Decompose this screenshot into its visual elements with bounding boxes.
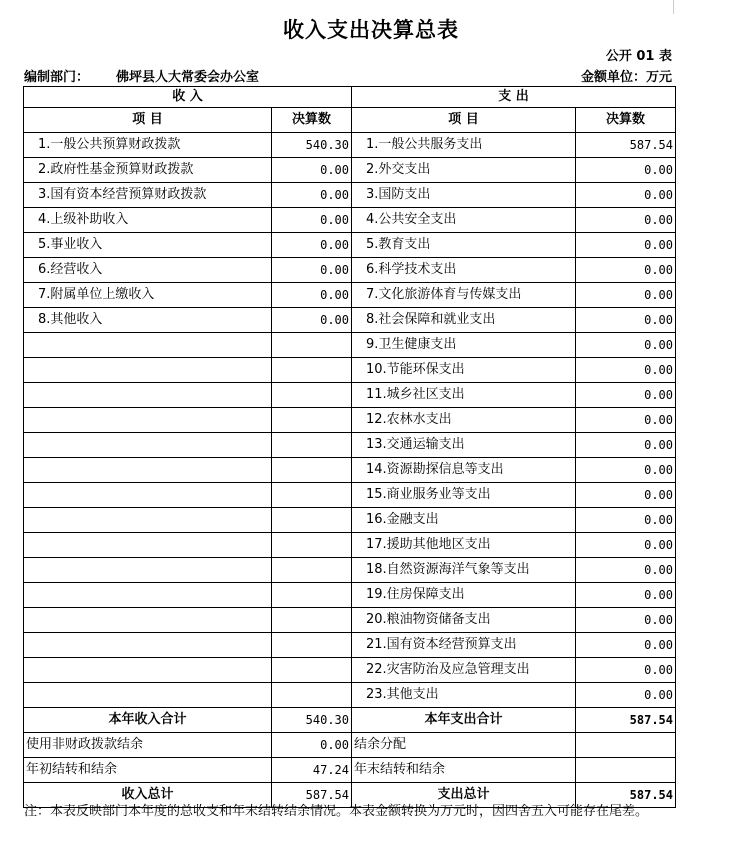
table-row — [24, 533, 676, 558]
summary-table — [23, 86, 676, 808]
expense-item-label: 15.商业服务业等支出 — [352, 483, 576, 508]
expense-item-label: 14.资源勘探信息等支出 — [352, 458, 576, 483]
table-row — [24, 333, 676, 358]
expense-item-label: 21.国有资本经营预算支出 — [352, 633, 576, 658]
expense-total-label: 本年支出合计 — [352, 708, 576, 733]
table-row — [24, 483, 676, 508]
expense-item-label: 1.一般公共服务支出 — [352, 133, 576, 158]
grand-income-label: 收入总计 — [24, 783, 272, 808]
footnote: 注：本表反映部门本年度的总收支和年末结转结余情况。本表金额转换为万元时，因四舍五入可能存在尾差。 — [24, 804, 649, 819]
table-row — [24, 558, 676, 583]
income-item-value: 540.30 — [272, 133, 352, 158]
expense-item-value: 0.00 — [576, 683, 676, 708]
income-item-label — [24, 408, 272, 433]
income-item-label — [24, 383, 272, 408]
expense-item-value: 0.00 — [576, 308, 676, 333]
nonfiscal-label: 使用非财政拨款结余 — [24, 733, 272, 758]
expense-item-label: 23.其他支出 — [352, 683, 576, 708]
income-item-label — [24, 558, 272, 583]
income-item-label: 2.政府性基金预算财政拨款 — [24, 158, 272, 183]
table-row — [24, 408, 676, 433]
table-row — [24, 358, 676, 383]
table-row — [24, 308, 676, 333]
income-item-label — [24, 508, 272, 533]
expense-item-value: 0.00 — [576, 208, 676, 233]
income-item-label: 1.一般公共预算财政拨款 — [24, 133, 272, 158]
income-item-value — [272, 483, 352, 508]
table-row — [24, 583, 676, 608]
begin-balance-label: 年初结转和结余 — [24, 758, 272, 783]
expense-item-value: 0.00 — [576, 533, 676, 558]
surplus-dist-value — [576, 733, 676, 758]
surplus-dist-label: 结余分配 — [352, 733, 576, 758]
income-item-label — [24, 683, 272, 708]
income-item-value — [272, 408, 352, 433]
income-item-value — [272, 658, 352, 683]
income-total-value: 540.30 — [272, 708, 352, 733]
grand-expense-label: 支出总计 — [352, 783, 576, 808]
expense-item-label: 3.国防支出 — [352, 183, 576, 208]
expense-item-label: 5.教育支出 — [352, 233, 576, 258]
expense-item-label: 19.住房保障支出 — [352, 583, 576, 608]
table-row — [24, 658, 676, 683]
table-row — [24, 133, 676, 158]
grand-income-value: 587.54 — [272, 783, 352, 808]
income-item-value — [272, 333, 352, 358]
expense-amount-header: 决算数 — [576, 108, 676, 133]
expense-item-value: 0.00 — [576, 258, 676, 283]
expense-item-value: 0.00 — [576, 183, 676, 208]
income-item-value: 0.00 — [272, 208, 352, 233]
expense-item-value: 0.00 — [576, 508, 676, 533]
income-item-value — [272, 458, 352, 483]
expense-item-label: 7.文化旅游体育与传媒支出 — [352, 283, 576, 308]
income-item-value: 0.00 — [272, 183, 352, 208]
page-edge-line — [673, 0, 674, 14]
income-item-value — [272, 683, 352, 708]
income-item-header: 项 目 — [24, 108, 272, 133]
income-item-value — [272, 533, 352, 558]
table-row — [24, 608, 676, 633]
income-item-label — [24, 358, 272, 383]
expense-item-label: 13.交通运输支出 — [352, 433, 576, 458]
expense-item-label: 4.公共安全支出 — [352, 208, 576, 233]
income-item-value — [272, 633, 352, 658]
table-row — [24, 383, 676, 408]
income-item-label — [24, 658, 272, 683]
expense-item-label: 11.城乡社区支出 — [352, 383, 576, 408]
expense-item-value: 0.00 — [576, 433, 676, 458]
expense-item-value: 0.00 — [576, 408, 676, 433]
income-item-value — [272, 358, 352, 383]
income-item-value — [272, 608, 352, 633]
income-item-label — [24, 333, 272, 358]
expense-item-value: 0.00 — [576, 333, 676, 358]
expense-item-value: 0.00 — [576, 608, 676, 633]
income-item-value: 0.00 — [272, 308, 352, 333]
begin-balance-value: 47.24 — [272, 758, 352, 783]
income-item-value — [272, 383, 352, 408]
end-balance-value — [576, 758, 676, 783]
income-item-label — [24, 483, 272, 508]
income-item-label — [24, 458, 272, 483]
expense-item-value: 587.54 — [576, 133, 676, 158]
page-title: 收入支出决算总表 — [283, 18, 459, 42]
expense-item-value: 0.00 — [576, 458, 676, 483]
expense-header: 支 出 — [352, 87, 676, 108]
end-balance-label: 年末结转和结余 — [352, 758, 576, 783]
income-item-label — [24, 533, 272, 558]
table-row — [24, 433, 676, 458]
income-item-value: 0.00 — [272, 258, 352, 283]
income-item-label: 3.国有资本经营预算财政拨款 — [24, 183, 272, 208]
nonfiscal-value: 0.00 — [272, 733, 352, 758]
income-item-label: 6.经营收入 — [24, 258, 272, 283]
table-row — [24, 458, 676, 483]
table-row — [24, 508, 676, 533]
expense-item-header: 项 目 — [352, 108, 576, 133]
income-item-value — [272, 433, 352, 458]
table-row — [24, 233, 676, 258]
income-amount-header: 决算数 — [272, 108, 352, 133]
expense-item-label: 22.灾害防治及应急管理支出 — [352, 658, 576, 683]
expense-item-label: 16.金融支出 — [352, 508, 576, 533]
expense-item-value: 0.00 — [576, 383, 676, 408]
expense-item-value: 0.00 — [576, 158, 676, 183]
expense-item-label: 17.援助其他地区支出 — [352, 533, 576, 558]
income-item-value: 0.00 — [272, 283, 352, 308]
expense-item-label: 18.自然资源海洋气象等支出 — [352, 558, 576, 583]
income-item-value — [272, 558, 352, 583]
expense-item-label: 8.社会保障和就业支出 — [352, 308, 576, 333]
expense-item-label: 10.节能环保支出 — [352, 358, 576, 383]
table-row — [24, 683, 676, 708]
income-item-label — [24, 608, 272, 633]
income-item-label: 8.其他收入 — [24, 308, 272, 333]
expense-total-value: 587.54 — [576, 708, 676, 733]
income-item-label: 7.附属单位上缴收入 — [24, 283, 272, 308]
table-row — [24, 158, 676, 183]
income-item-label — [24, 583, 272, 608]
table-row — [24, 183, 676, 208]
income-item-label — [24, 633, 272, 658]
form-code: 公开 01 表 — [605, 49, 672, 64]
expense-item-value: 0.00 — [576, 633, 676, 658]
table-row — [24, 208, 676, 233]
expense-item-value: 0.00 — [576, 358, 676, 383]
expense-item-label: 20.粮油物资储备支出 — [352, 608, 576, 633]
department-info — [24, 66, 259, 85]
expense-item-value: 0.00 — [576, 283, 676, 308]
expense-item-value: 0.00 — [576, 583, 676, 608]
expense-item-value: 0.00 — [576, 558, 676, 583]
table-row — [24, 283, 676, 308]
dept-label: 编制部门： — [24, 70, 90, 85]
amount-unit: 金额单位：万元 — [580, 70, 672, 85]
expense-item-label: 6.科学技术支出 — [352, 258, 576, 283]
income-item-label — [24, 433, 272, 458]
income-item-value — [272, 508, 352, 533]
income-item-value: 0.00 — [272, 233, 352, 258]
expense-item-value: 0.00 — [576, 233, 676, 258]
expense-item-label: 2.外交支出 — [352, 158, 576, 183]
income-item-label: 5.事业收入 — [24, 233, 272, 258]
table-row — [24, 258, 676, 283]
income-total-label: 本年收入合计 — [24, 708, 272, 733]
income-item-value — [272, 583, 352, 608]
income-header: 收 入 — [24, 87, 352, 108]
grand-expense-value: 587.54 — [576, 783, 676, 808]
expense-item-label: 12.农林水支出 — [352, 408, 576, 433]
expense-item-value: 0.00 — [576, 483, 676, 508]
expense-item-value: 0.00 — [576, 658, 676, 683]
table-row — [24, 633, 676, 658]
income-item-value: 0.00 — [272, 158, 352, 183]
income-item-label: 4.上级补助收入 — [24, 208, 272, 233]
expense-item-label: 9.卫生健康支出 — [352, 333, 576, 358]
dept-name: 佛坪县人大常委会办公室 — [116, 70, 260, 85]
